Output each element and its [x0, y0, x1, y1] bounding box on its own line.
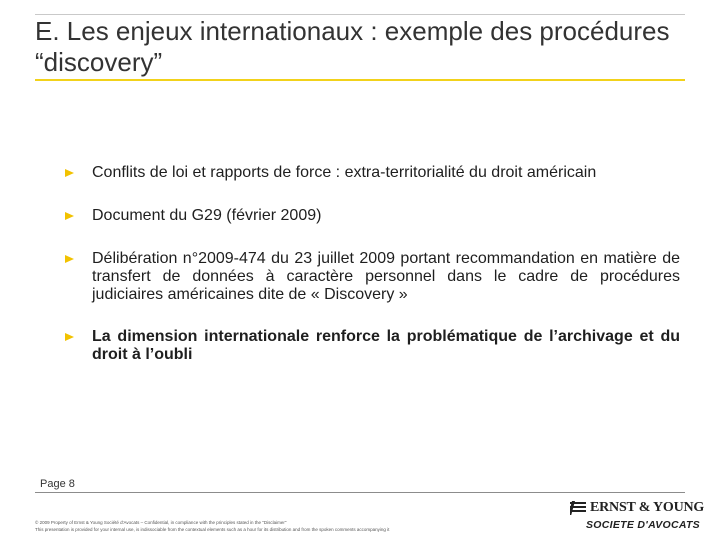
- legal-notice: © 2009 Property of Ernst & Young Société d'Avocats – Confidential, in compliance with the principles stated in the "Disclaimer": [35, 520, 287, 525]
- bullet-text: Conflits de loi et rapports de force : extra-territorialité du droit américain: [92, 164, 597, 181]
- bullet-text: La dimension internationale renforce la problématique de l’archivage et du droit à l’oubli: [92, 328, 680, 363]
- list-item: [65, 207, 680, 225]
- logo-wordmark: ERNST & YOUNG: [590, 500, 705, 515]
- logo-subtitle: SOCIETE D'AVOCATS: [586, 519, 700, 531]
- list-item: [65, 164, 680, 182]
- footer-divider: [35, 492, 685, 493]
- ey-logo-icon: [570, 501, 586, 515]
- bullet-text: Document du G29 (février 2009): [92, 207, 322, 224]
- list-item: [65, 250, 680, 304]
- title-underline: [35, 79, 685, 81]
- page-number: Page 8: [40, 478, 75, 490]
- list-item: [65, 328, 680, 364]
- ernst-young-logo: [566, 500, 705, 534]
- triangle-bullet-icon: [65, 255, 74, 263]
- triangle-bullet-icon: [65, 169, 74, 177]
- slide-title: E. Les enjeux internationaux : exemple des procédures “discovery”: [35, 16, 670, 77]
- top-divider: [35, 14, 685, 15]
- legal-disclaimer: This presentation is provided for your internal use, is indissociable from the contextual elements such as a hour for its distribution and from the spoken comments accompanying it: [35, 527, 390, 532]
- triangle-bullet-icon: [65, 212, 74, 220]
- triangle-bullet-icon: [65, 333, 74, 341]
- bullet-text: Délibération n°2009-474 du 23 juillet 2009 portant recommandation en matière de transfert de données à caractère personnel dans le cadre de procédures judiciaires américaines dite de « Discovery »: [92, 250, 680, 303]
